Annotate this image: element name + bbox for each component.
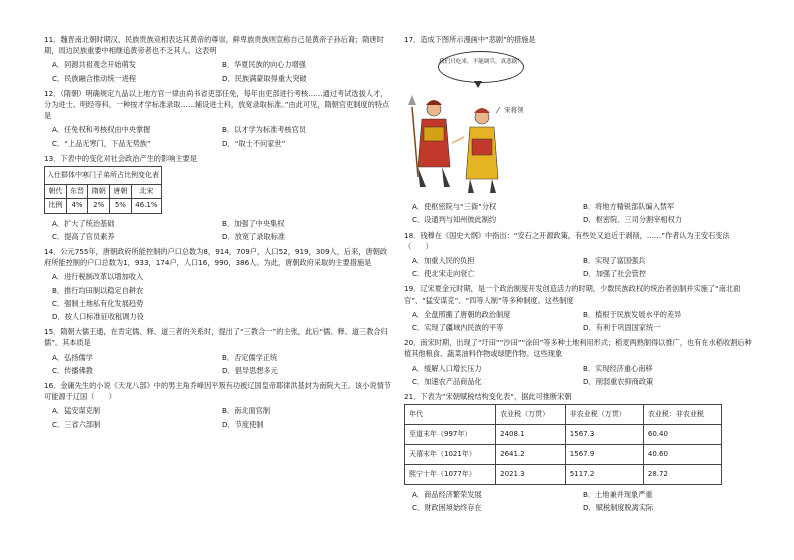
table-cell: 5% — [110, 199, 132, 213]
option-d[interactable]: D．节度使制 — [222, 419, 264, 429]
table-cell: 非农业税（万贯） — [565, 405, 643, 425]
question-stem: 15．隋朝大儒王通，在肯定儒、释、道三者的关系时，提出了“三教合一”的主张，此后“儒、释、道三教合归儒”。其本质是 — [44, 327, 388, 348]
table-cell: 北宋 — [131, 185, 161, 199]
option-b[interactable]: B．南北面官制 — [222, 406, 271, 416]
option-d[interactable]: D．加强了社会管控 — [583, 269, 647, 279]
answer-options — [44, 218, 392, 242]
option-b[interactable]: B．推行均田制以稳定自耕农 — [52, 285, 144, 295]
question-stem: 13．下表中的变化对社会政治产生的影响主要是 — [44, 153, 197, 163]
option-d[interactable]: D．按人口标准征收租调力役 — [52, 312, 144, 322]
table-cell: 朝代 — [45, 185, 67, 199]
answer-options — [404, 489, 754, 513]
table-cell: 东晋 — [66, 185, 88, 199]
question-stem: 18．钱穆在《国史大纲》中指出：“安石之开源政策，有些处又迫近于剥削，……”作者认为王安石变法（ ） — [404, 230, 730, 251]
question-20 — [404, 337, 754, 387]
question-stem: 19．辽宋夏金元时期，是一个政治制度开发创造活力的时期，少数民族政权的统治者创制并实施了“南北面官”、“猛安谋克”、“四等人制”等多种制度。这些制度 — [404, 284, 741, 305]
question-13 — [44, 153, 392, 242]
table-header-row — [405, 405, 722, 425]
table-cell: 2% — [88, 199, 110, 213]
answer-options — [44, 271, 392, 322]
table-cell: 40.60 — [643, 445, 721, 465]
table-header-row — [45, 185, 162, 199]
question-stem: 14．公元755年，唐朝政府所能控制的户口总数为8，914，709户，人口52，919，309人，后来，唐朝政府所能控制的户口总数为1，933，174户，人口16，990，386人。为此，唐朝政府采取的主要措施是 — [44, 247, 388, 268]
option-a[interactable]: A．猛安谋克制 — [52, 406, 101, 416]
option-d[interactable]: D．民族满蒙取得重大突破 — [222, 73, 307, 83]
question-14 — [44, 246, 392, 322]
table-cell: 唐朝 — [110, 185, 132, 199]
table-row — [405, 465, 722, 485]
question-11 — [44, 34, 392, 84]
left-column — [44, 34, 392, 434]
option-d[interactable]: D．有利于巩固国家统一 — [583, 323, 661, 333]
option-c[interactable]: C．强制土地私有化发展趋势 — [52, 298, 144, 308]
table-cell: 2641.2 — [496, 445, 566, 465]
question-stem: 12．（隋朝）明确规定九品以上地方官一律由尚书省吏部任免，每年由吏部进行考核……通过考试选拔人才，分为进士、明经等科，一种按才学标准录取……辅设进士科，放宽录取标准。”由此可见，隋朝官吏制度的特点是 — [44, 88, 390, 121]
option-d[interactable]: D．枢密院、三司分割宰相权力 — [583, 215, 682, 225]
question-16 — [44, 380, 392, 430]
table-cell: 农业税（万贯） — [496, 405, 566, 425]
table-cell: 5117.2 — [565, 465, 643, 485]
table-cell: 4% — [66, 199, 88, 213]
option-c[interactable]: C．设通判与知州彼此制约 — [412, 215, 497, 225]
speech-bubble: 我们只吃米，不能调兵，真悲剧！ — [438, 51, 524, 83]
option-b[interactable]: B．以才学为标准考核官员 — [222, 125, 306, 135]
question-stem: 17．造成下图所示漫画中“悲剧”的措施是 — [404, 35, 536, 44]
option-b[interactable]: B．将地方精锐部队编入禁军 — [583, 202, 675, 212]
cartoon-illustration — [404, 47, 754, 197]
option-d[interactable]: D．放宽了录取标准 — [222, 231, 286, 241]
option-a[interactable]: A．加重人民的负担 — [412, 256, 475, 266]
table-cell: 熙宁十年（1077年） — [405, 465, 496, 485]
table-cell: 农业税：非农业税 — [643, 405, 721, 425]
option-c[interactable]: C．加速农产品商品化 — [412, 376, 482, 386]
answer-options — [404, 363, 754, 387]
table-row — [405, 445, 722, 465]
table-row — [45, 199, 162, 213]
table-cell: 60.40 — [643, 425, 721, 445]
table-cell: 天禧末年（1021年） — [405, 445, 496, 465]
option-a[interactable]: A．扩大了统治基础 — [52, 218, 115, 228]
data-table — [44, 166, 162, 214]
question-stem: 16．金庸先生的小说《天龙八部》中的男主角乔峰因平叛有功被辽国皇帝耶律洪基封为南院大王。该小说情节可能源于辽国（ ） — [44, 381, 391, 402]
cartoon-figures-icon — [404, 47, 554, 197]
question-stem: 20．南宋时期，出现了“圩田”“沙田”“涂田”等多种土地利用形式；稻麦两熟制得以推广，也有在水稻收割后种植其他粮食、蔬菜油料作物或绿肥作物。这些现象 — [404, 338, 752, 359]
table-cell: 2021.3 — [496, 465, 566, 485]
question-19 — [404, 283, 754, 333]
figure-label: 宋将领 — [504, 106, 524, 115]
table-cell: 1567.9 — [565, 445, 643, 465]
answer-options — [44, 352, 392, 376]
answer-options — [404, 255, 754, 279]
answer-options — [44, 405, 392, 429]
option-b[interactable]: B．实现了富国强兵 — [583, 256, 646, 266]
option-a[interactable]: A．全盘照搬了唐朝的政治制度 — [412, 309, 511, 319]
option-a[interactable]: A．使枢密院与“三衙”分权 — [412, 202, 497, 212]
table-cell: 28.72 — [643, 465, 721, 485]
option-d[interactable]: D．倡导思想多元 — [222, 365, 278, 375]
option-c[interactable]: C．财政困境始终存在 — [412, 503, 482, 513]
table-cell: 46.1% — [131, 199, 161, 213]
question-12 — [44, 88, 392, 149]
option-c[interactable]: C．使北宋走向衰亡 — [412, 269, 475, 279]
option-a[interactable]: A．弘扬儒学 — [52, 352, 93, 362]
table-cell: 隋朝 — [88, 185, 110, 199]
table-row — [405, 425, 722, 445]
answer-options — [44, 59, 392, 83]
table-cell: 至道末年（997年） — [405, 425, 496, 445]
option-c[interactable]: C．民族融合推动统一进程 — [52, 73, 137, 83]
option-b[interactable]: B．否定儒学正统 — [222, 352, 278, 362]
question-17 — [404, 34, 754, 226]
option-c[interactable]: C．三省六部制 — [52, 419, 101, 429]
table-cell: 比例 — [45, 199, 67, 213]
option-b[interactable]: B．加强了中央集权 — [222, 218, 285, 228]
answer-options — [44, 124, 392, 148]
option-b[interactable]: B．华夏民族的向心力增强 — [222, 60, 306, 70]
answer-options — [404, 309, 754, 333]
option-c[interactable]: C．提高了官员素养 — [52, 231, 115, 241]
option-d[interactable]: D．赋税制度脱离实际 — [583, 503, 654, 513]
data-table — [404, 404, 722, 485]
option-d[interactable]: D．“取士不问家世” — [222, 138, 286, 148]
option-b[interactable]: B．实现经济重心南移 — [583, 363, 653, 373]
option-c[interactable]: C．“上品无寒门，下品无势族” — [52, 138, 151, 148]
question-stem: 11．魏晋南北朝时期汉、民族贵族竞相表达其黄帝的尊崇，鲜卑族贵族则宣称自己是黄帝子孙后裔；隋唐时期，周边民族重要中相继追黄帝者也不乏其人。这表明 — [44, 35, 384, 56]
answer-options — [404, 201, 754, 225]
table-caption: 入仕群体中寒门子弟所占比例变化表 — [45, 167, 162, 185]
option-a[interactable]: A．商品经济繁荣发展 — [412, 490, 482, 500]
option-c[interactable]: C．传播佛教 — [52, 365, 93, 375]
question-15 — [44, 326, 392, 376]
option-a[interactable]: A．进行税制改革以增加收入 — [52, 272, 144, 282]
right-column — [404, 34, 754, 518]
option-b[interactable]: B．土地兼并现象严重 — [583, 490, 653, 500]
option-a[interactable]: A．同源共祖观念开始萌发 — [52, 60, 136, 70]
table-cell: 2408.1 — [496, 425, 566, 445]
table-cell: 年代 — [405, 405, 496, 425]
option-d[interactable]: D．削弱重农抑商政策 — [583, 376, 654, 386]
question-21 — [404, 391, 754, 514]
option-c[interactable]: C．实现了疆域内民族的平等 — [412, 323, 504, 333]
table-cell: 1567.3 — [565, 425, 643, 445]
option-b[interactable]: B．植根于民族发展水平的差异 — [583, 309, 682, 319]
option-a[interactable]: A．任免权和考核权由中央掌握 — [52, 125, 151, 135]
question-stem: 21．下表为“宋朝赋税结构变化表”，据此可推断宋朝 — [404, 392, 572, 402]
option-a[interactable]: A．缓解人口增长压力 — [412, 363, 482, 373]
question-18 — [404, 230, 754, 280]
